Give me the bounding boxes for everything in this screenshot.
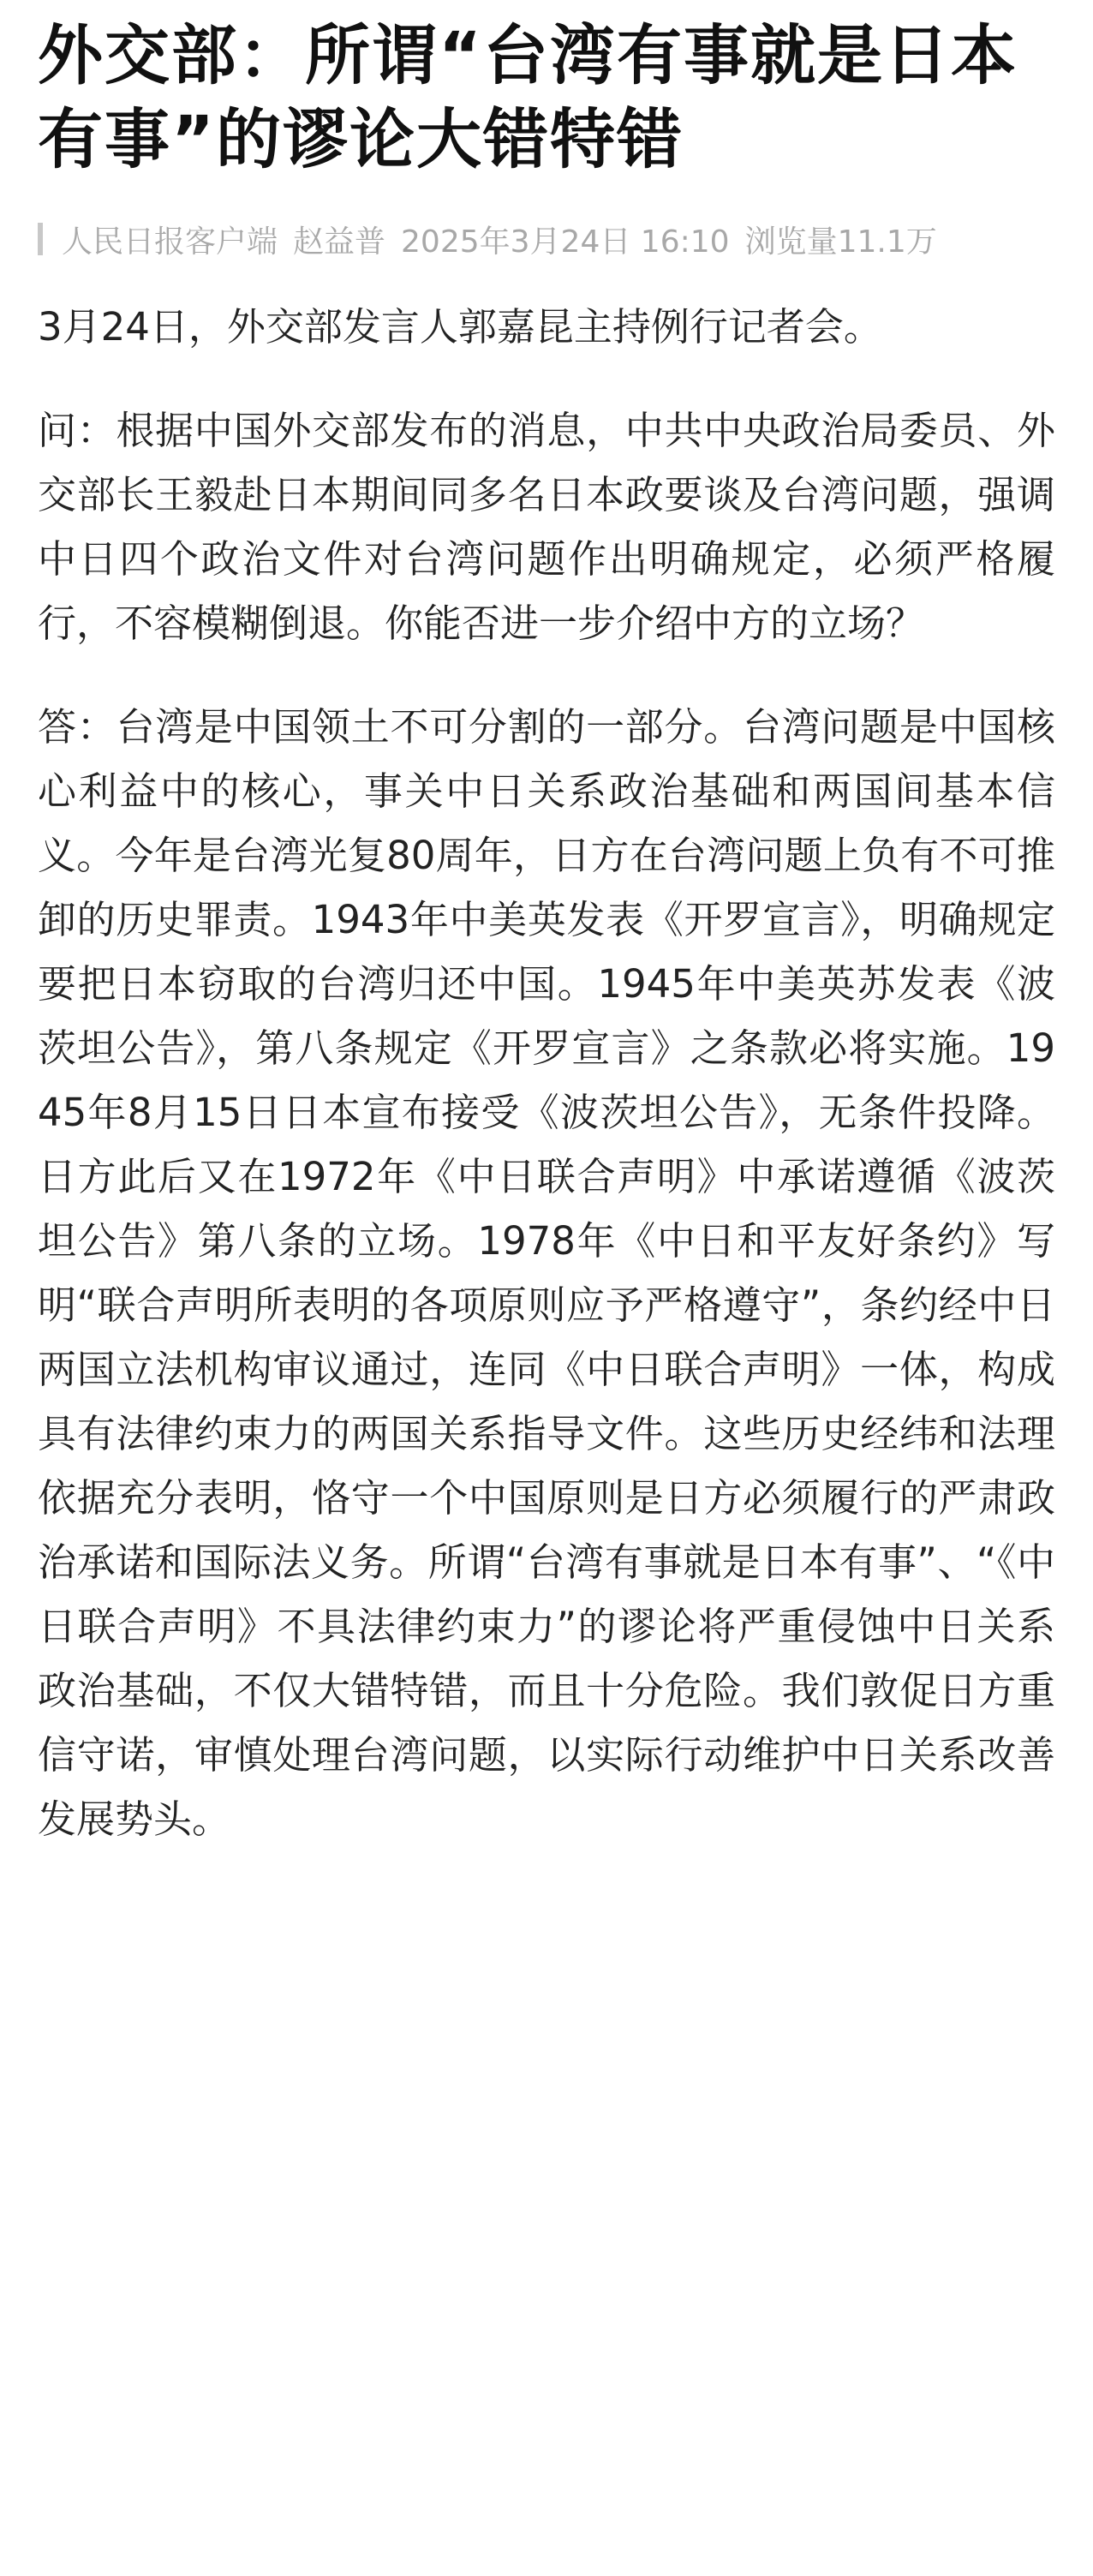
paragraph-question: 问：根据中国外交部发布的消息，中共中央政治局委员、外交部长王毅赴日本期间同多名日本政要谈及台湾问题，强调中日四个政治文件对台湾问题作出明确规定，必须严格履行，不容模糊倒退。你能否进一步介绍中方的立场？ — [38, 408, 1055, 646]
article-meta — [38, 218, 1055, 260]
article-title: 外交部：所谓“台湾有事就是日本有事”的谬论大错特错 — [38, 17, 1018, 177]
view-count: 浏览量11.1万 — [744, 224, 937, 260]
paragraph-intro: 3月24日，外交部发言人郭嘉昆主持例行记者会。 — [38, 304, 882, 350]
author-name: 赵益普 — [293, 224, 386, 260]
publish-datetime: 2025年3月24日 16:10 — [401, 224, 730, 260]
meta-divider-bar — [38, 223, 43, 255]
source-name[interactable]: 人民日报客户端 — [62, 224, 278, 260]
paragraph-answer: 答：台湾是中国领土不可分割的一部分。台湾问题是中国核心利益中的核心，事关中日关系政治基础和两国间基本信义。今年是台湾光复80周年，日方在台湾问题上负有不可推卸的历史罪责。1943年中美英发表《开罗宣言》，明确规定要把日本窃取的台湾归还中国。1945年中美英苏发表《波茨坦公告》，第八条规定《开罗宣言》之条款必将实施。1945年8月15日日本宣布接受《波茨坦公告》，无条件投降。日方此后又在1972年《中日联合声明》中承诺遵循《波茨坦公告》第八条的立场。1978年《中日和平友好条约》写明“联合声明所表明的各项原则应予严格遵守”，条约经中日两国立法机构审议通过，连同《中日联合声明》一体，构成具有法律约束力的两国关系指导文件。这些历史经纬和法理依据充分表明，恪守一个中国原则是日方必须履行的严肃政治承诺和国际法义务。所谓“台湾有事就是日本有事”、“《中日联合声明》不具法律约束力”的谬论将严重侵蚀中日关系政治基础，不仅大错特错，而且十分危险。我们敦促日方重信守诺，审慎处理台湾问题，以实际行动维护中日关系改善发展势头。 — [38, 704, 1055, 1842]
article-body — [38, 295, 1055, 1851]
